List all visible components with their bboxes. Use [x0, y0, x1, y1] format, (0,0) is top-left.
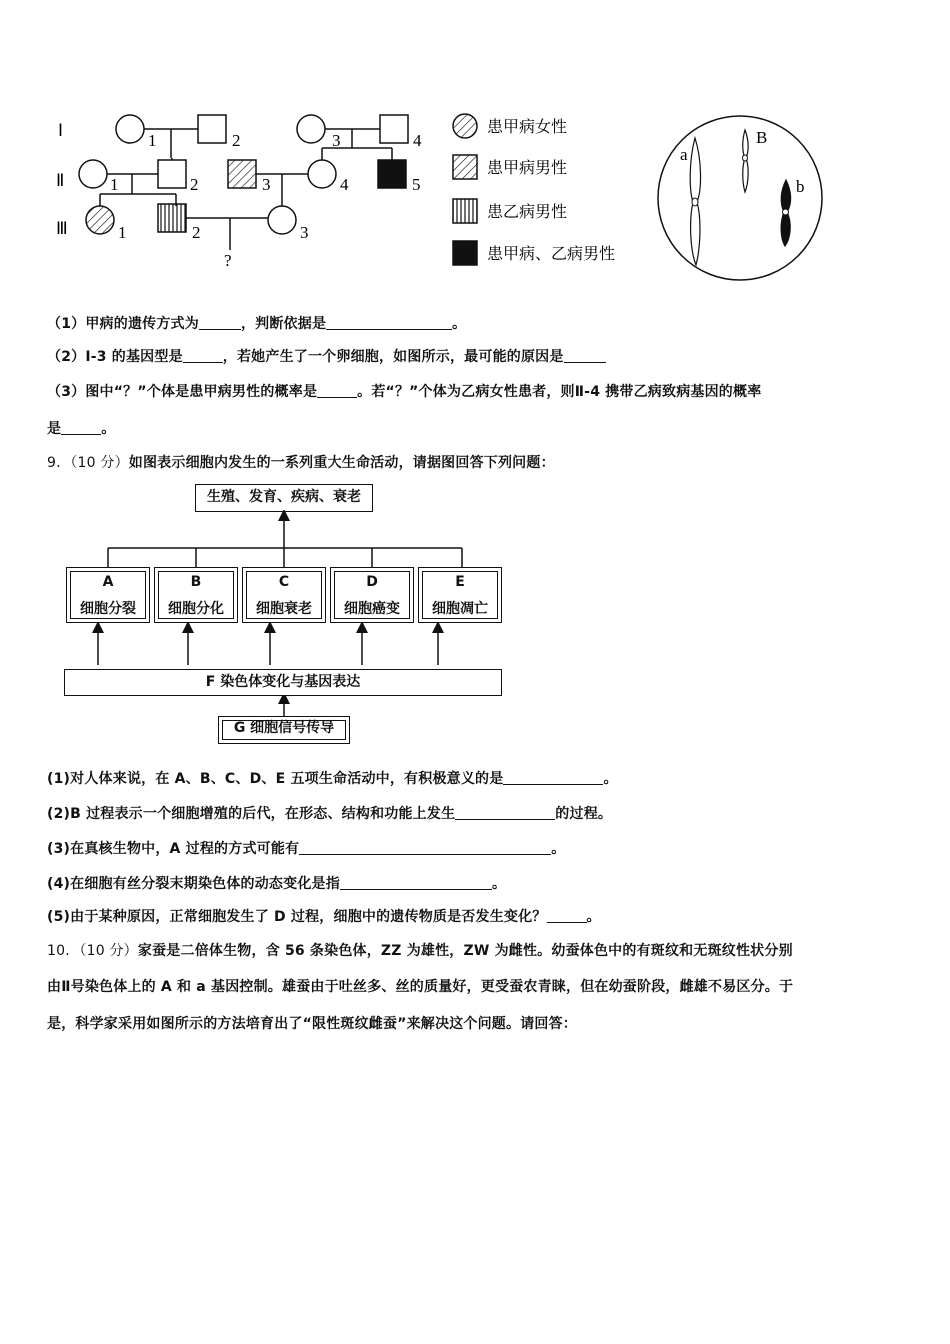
- q8-answer-blank-3[interactable]: [183, 348, 223, 363]
- flow-box-A: [66, 567, 150, 623]
- generation-label-2: Ⅱ: [56, 171, 65, 190]
- individual-II5: [378, 160, 406, 188]
- label-II1: 1: [110, 175, 119, 194]
- individual-I2: [198, 115, 226, 143]
- individual-III1: [86, 206, 114, 234]
- legend-label-3: 患乙病男性: [487, 202, 568, 221]
- flow-box-E-letter: E: [455, 574, 465, 590]
- q9-s1-text: (1)对人体来说，在 A、B、C、D、E 五项生命活动中，有积极意义的是: [47, 771, 504, 787]
- q9-answer-blank-4[interactable]: [340, 875, 492, 890]
- q10-line3-text: 是，科学家采用如图所示的方法培育出了“限性斑纹雌蚕”来解决这个问题。请回答：: [47, 1016, 577, 1032]
- q10-line3: [47, 1013, 577, 1033]
- legend-hatched-circle: [453, 114, 477, 138]
- individual-II4: [308, 160, 336, 188]
- q8-answer-blank-2[interactable]: [326, 315, 452, 330]
- flow-box-A-label: 细胞分裂: [80, 601, 136, 617]
- label-I2: 2: [232, 131, 241, 150]
- label-I4: 4: [413, 131, 422, 150]
- q8-part3: [47, 381, 761, 401]
- q8-answer-blank-4[interactable]: [564, 348, 606, 363]
- legend-label-4: 患甲病、乙病男性: [487, 244, 616, 263]
- q9-s5-end: 。: [586, 909, 601, 925]
- q9-number: 9．（10 分）: [47, 455, 129, 471]
- q8-p1-text-b: ，判断依据是: [240, 316, 327, 332]
- individual-II1: [79, 160, 107, 188]
- flow-box-C-label: 细胞衰老: [256, 601, 312, 617]
- flow-box-B-letter: B: [190, 574, 202, 590]
- legend-hatched-square: [453, 155, 477, 179]
- pedigree-figure: [40, 100, 920, 290]
- q8-part1: [47, 313, 466, 333]
- label-II5: 5: [412, 175, 421, 194]
- flow-top-label: 生殖、发育、疾病、衰老: [207, 489, 361, 505]
- q10-line1: [47, 940, 793, 960]
- q8-part2: [47, 346, 606, 366]
- q8-p3-text-d: 。: [101, 421, 116, 437]
- flow-g-label: G 细胞信号传导: [233, 720, 335, 736]
- legend-striped-square: [453, 199, 477, 223]
- chromosome-label-B: B: [756, 128, 768, 147]
- q8-p3-text-a: （3）图中“？”个体是患甲病男性的概率是: [47, 384, 318, 400]
- q9-answer-blank-2[interactable]: [455, 805, 555, 820]
- label-III1: 1: [118, 223, 127, 242]
- label-II3: 3: [262, 175, 271, 194]
- generation-label-3: Ⅲ: [56, 219, 68, 238]
- q9-s2-end: 的过程。: [555, 806, 613, 822]
- q9-sub3: [47, 838, 565, 858]
- label-III2: 2: [192, 223, 201, 242]
- flow-connectors: [60, 510, 520, 740]
- label-II4: 4: [340, 175, 349, 194]
- q9-s1-end: 。: [603, 771, 618, 787]
- q9-answer-blank-1[interactable]: [503, 770, 603, 785]
- flow-box-E-label: 细胞凋亡: [432, 601, 488, 617]
- flow-box-C-letter: C: [278, 574, 290, 590]
- q9-sub2: [47, 803, 612, 823]
- q10-line2-text: 由Ⅱ号染色体上的 A 和 a 基因控制。雄蚕由于吐丝多、丝的质量好，更受蚕农青睐，但在幼蚕阶段，雌雄不易区分。于: [47, 979, 794, 995]
- individual-III3: [268, 206, 296, 234]
- q8-p3-text-b: 。若“？”个体为乙病女性患者，则Ⅱ-4 携带乙病致病基因的概率: [357, 384, 762, 400]
- q9-answer-blank-5[interactable]: [547, 908, 587, 923]
- flow-g-box: [218, 716, 350, 744]
- legend-solid-square: [453, 241, 477, 265]
- label-III3: 3: [300, 223, 309, 242]
- q9-sub4: [47, 873, 506, 893]
- q9-s4-text: (4)在细胞有丝分裂末期染色体的动态变化是指: [47, 876, 340, 892]
- flow-top-box: [195, 484, 373, 512]
- egg-cell: [658, 116, 822, 280]
- legend-label-2: 患甲病男性: [487, 158, 568, 177]
- chromosome-label-b: b: [796, 177, 805, 196]
- q9-s2-text: (2)B 过程表示一个细胞增殖的后代，在形态、结构和功能上发生: [47, 806, 456, 822]
- flow-box-D-letter: D: [366, 574, 378, 590]
- q9-s5-text: (5)由于某种原因，正常细胞发生了 D 过程，细胞中的遗传物质是否发生变化？: [47, 909, 547, 925]
- individual-I4: [380, 115, 408, 143]
- q8-p1-text-c: 。: [452, 316, 467, 332]
- q9-s3-end: 。: [551, 841, 566, 857]
- flow-box-C: [242, 567, 326, 623]
- flow-f-label: F 染色体变化与基因表达: [205, 674, 361, 690]
- individual-III2: [158, 204, 186, 232]
- flow-box-D-label: 细胞癌变: [344, 601, 400, 617]
- unknown-individual: ?: [224, 251, 232, 270]
- label-I1: 1: [148, 131, 157, 150]
- q8-answer-blank-5[interactable]: [317, 383, 357, 398]
- label-II2: 2: [190, 175, 199, 194]
- generation-label-1: Ⅰ: [58, 121, 64, 140]
- flow-box-E: [418, 567, 502, 623]
- q10-line1-text: 家蚕是二倍体生物，含 56 条染色体，ZZ 为雄性，ZW 为雌性。幼蚕体色中的有斑纹和无斑纹性状分别: [137, 943, 793, 959]
- flow-box-A-letter: A: [102, 574, 114, 590]
- label-I3: 3: [332, 131, 341, 150]
- flow-f-bar: [64, 669, 502, 696]
- q9-stem-text: 如图表示细胞内发生的一系列重大生命活动，请据图回答下列问题：: [128, 455, 555, 471]
- legend-label-1: 患甲病女性: [487, 117, 568, 136]
- q8-p2-text-a: （2）Ⅰ-3 的基因型是: [47, 349, 183, 365]
- q9-stem: [47, 452, 555, 472]
- q9-s3-text: (3)在真核生物中，A 过程的方式可能有: [47, 841, 300, 857]
- q8-answer-blank-1[interactable]: [199, 315, 241, 330]
- q8-part3-cont: [47, 418, 115, 438]
- q10-number: 10．（10 分）: [47, 943, 138, 959]
- q9-sub5: [47, 906, 601, 926]
- individual-II2: [158, 160, 186, 188]
- individual-II3: [228, 160, 256, 188]
- q8-p3-text-c: 是: [47, 421, 62, 437]
- flow-box-D: [330, 567, 414, 623]
- q9-s4-end: 。: [491, 876, 507, 892]
- q8-answer-blank-6[interactable]: [61, 420, 101, 435]
- q8-p2-text-b: ，若她产生了一个卵细胞，如图所示，最可能的原因是: [222, 349, 564, 365]
- q10-line2: [47, 976, 793, 996]
- q8-p1-text-a: （1）甲病的遗传方式为: [47, 316, 199, 332]
- individual-I3: [297, 115, 325, 143]
- q9-answer-blank-3[interactable]: [299, 840, 551, 855]
- individual-I1: [116, 115, 144, 143]
- flow-box-B: [154, 567, 238, 623]
- q9-sub1: [47, 768, 618, 788]
- flow-box-B-label: 细胞分化: [168, 601, 224, 617]
- chromosome-label-a: a: [680, 145, 688, 164]
